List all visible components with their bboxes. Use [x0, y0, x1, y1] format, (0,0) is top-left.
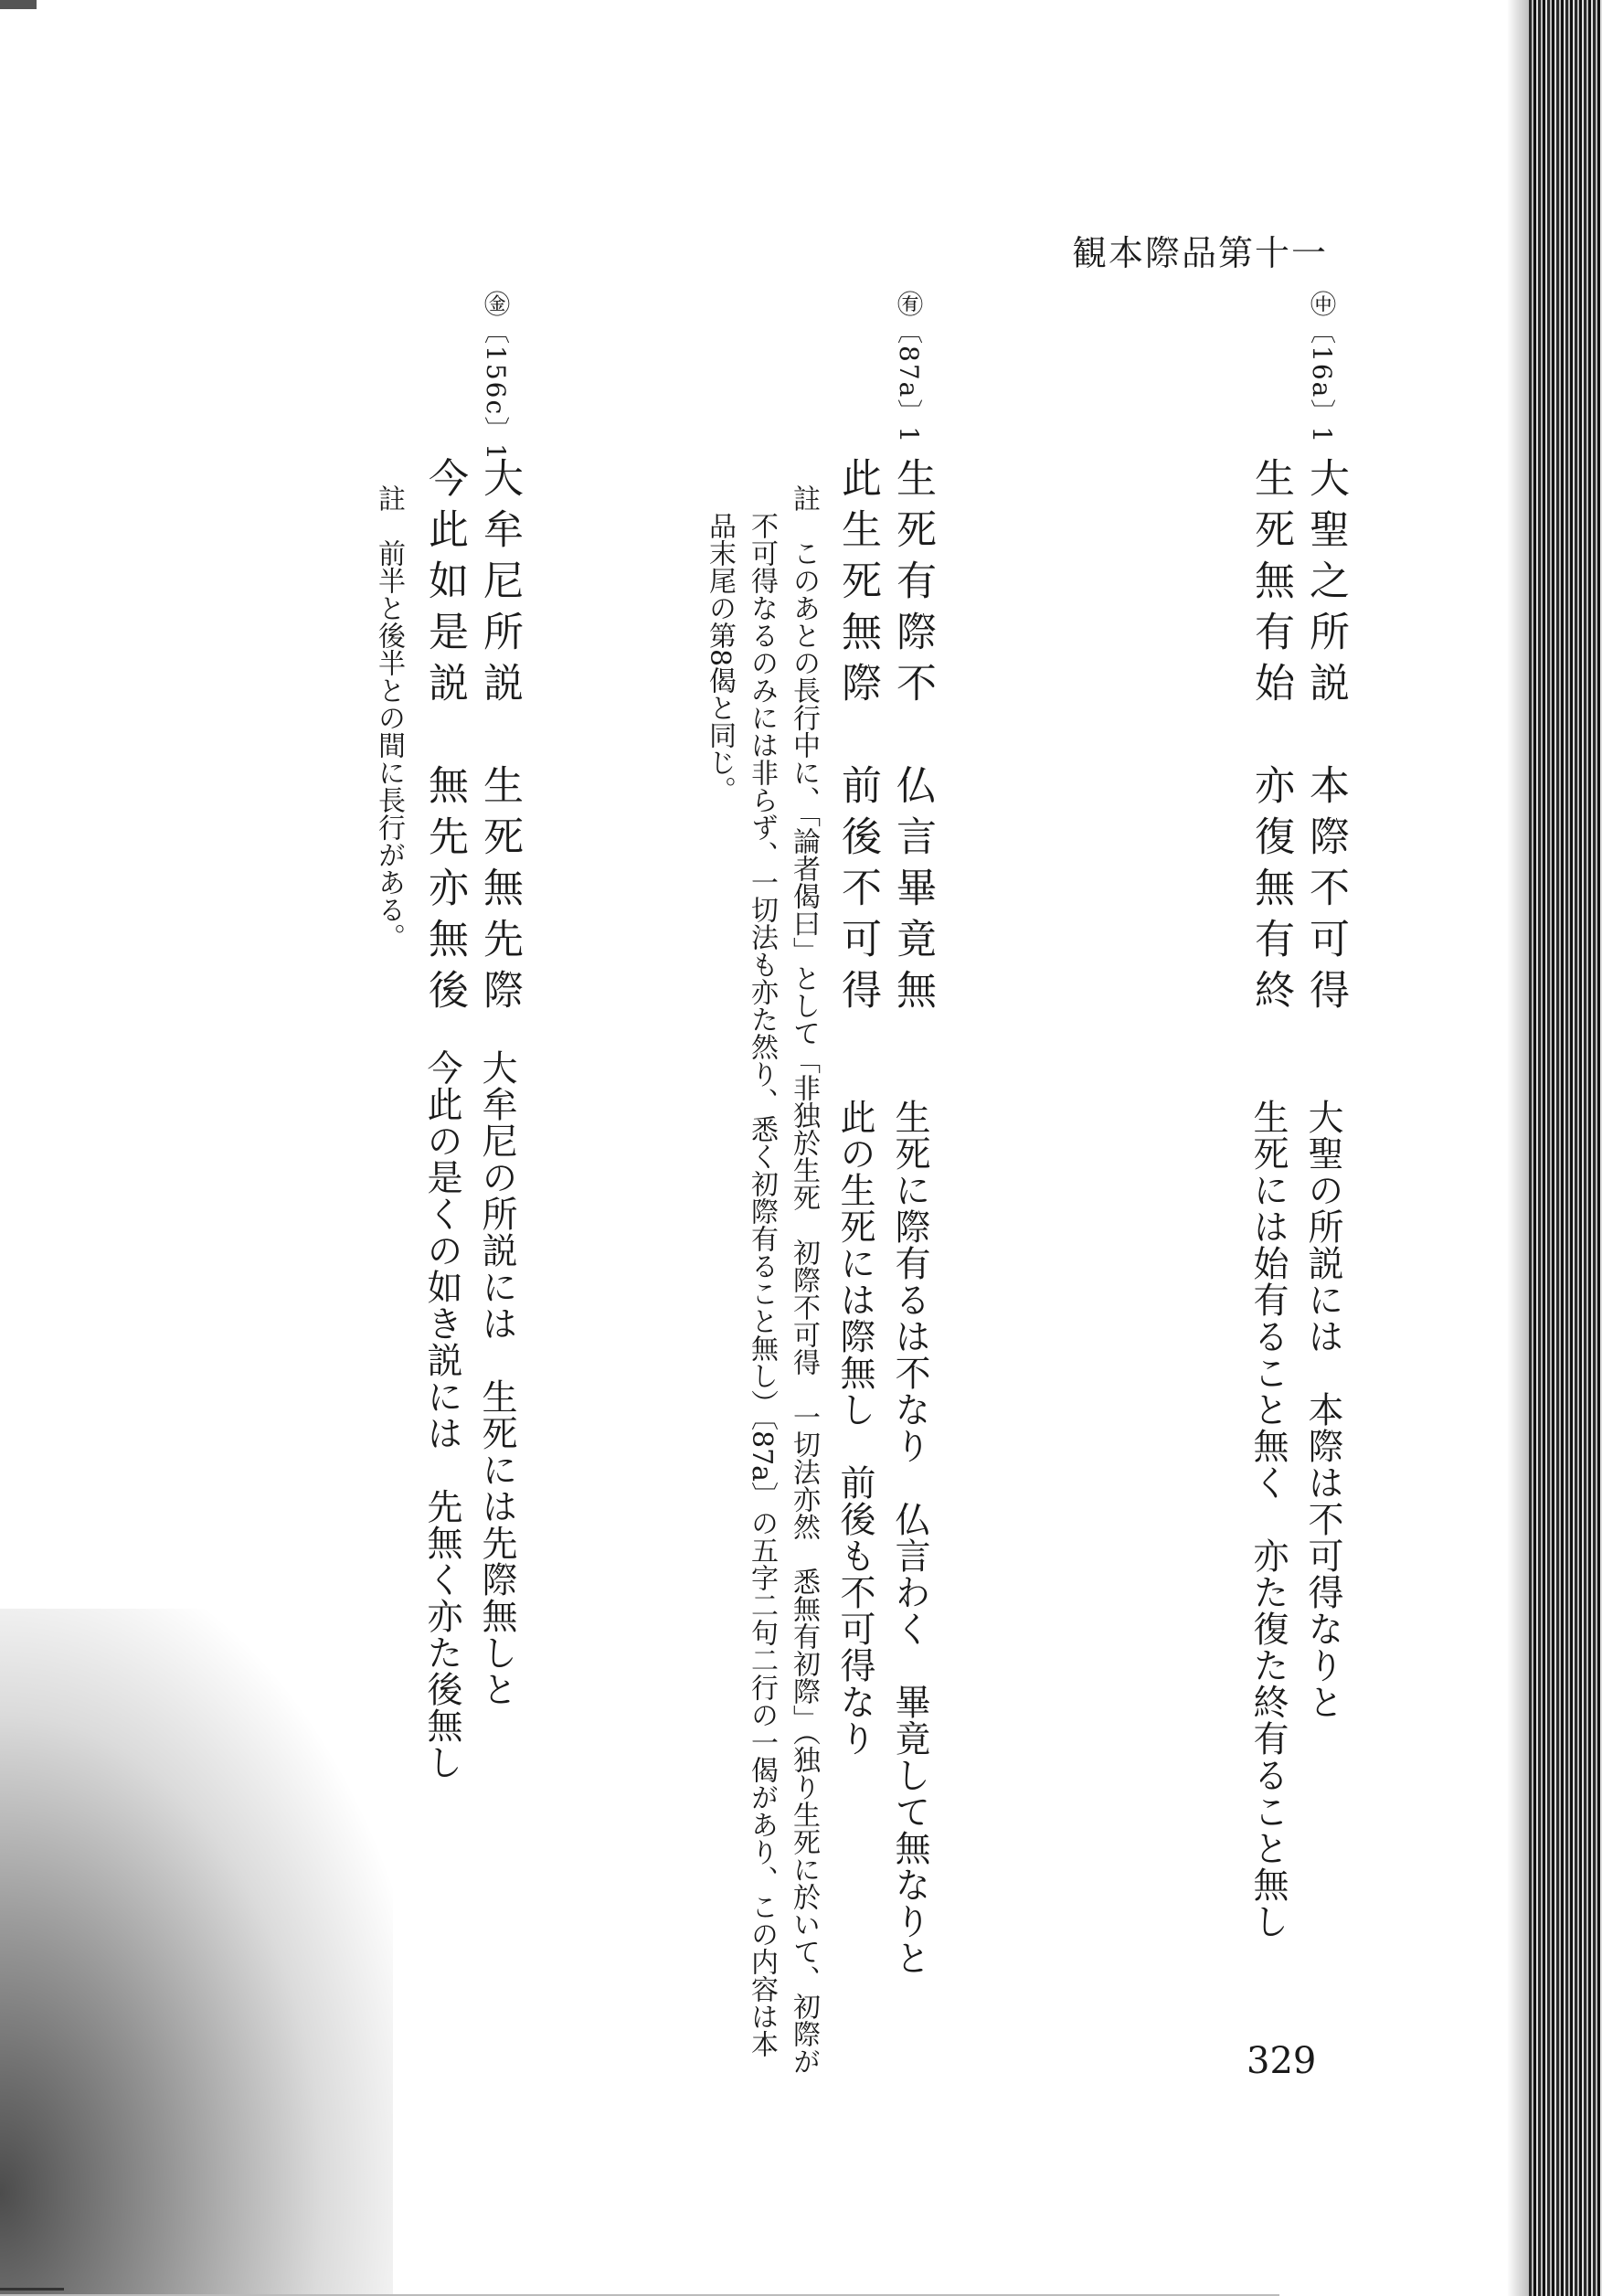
reading-line: 此の生死には際無し 前後も不可得なり	[834, 1099, 875, 1757]
verse-line: 大聖之所説 本際不可得	[1302, 457, 1349, 1020]
book-spine	[1529, 0, 1602, 2296]
scan-edge-mark	[0, 2288, 64, 2291]
verse-line: 大牟尼所説 生死無先際	[476, 457, 523, 1020]
footnote-line: 註 このあとの長行中に、「論者偈曰」として「非独於生死 初際不可得 一切法亦然 悉無有初際」（独り生死に於いて、初際が	[788, 484, 820, 2075]
reading-line: 生死には始有ること無く 亦た復た終有ること無し	[1247, 1099, 1289, 1940]
verse-marker: ㊥〔16a〕1	[1307, 291, 1337, 445]
scan-edge-mark	[0, 0, 37, 9]
reading-line: 今此の是くの如き説には 先無く亦た後無し	[421, 1049, 462, 1780]
book-spine-shadow	[1507, 0, 1529, 2296]
page-number: 329	[1247, 2040, 1317, 2082]
verse-line: 生死有際不 仏言畢竟無	[889, 457, 936, 1020]
footnote-line: 註 前半と後半との間に長行がある。	[373, 484, 405, 951]
reading-line: 大聖の所説には 本際は不可得なりと	[1302, 1099, 1343, 1720]
footnote-line: 品末尾の第8偈と同じ。	[704, 512, 736, 804]
verse-line: 生死無有始 亦復無有終	[1247, 457, 1294, 1020]
footnote-line: 不可得なるのみには非らず、一切法も亦た然り、悉く初際有ること無し）〔87a〕の五字二句二行の一偈があり、この内容は本	[746, 512, 778, 2058]
verse-line: 今此如是説 無先亦無後	[421, 457, 468, 1020]
scan-shadow	[0, 1609, 393, 2296]
reading-line: 生死に際有るは不なり 仏言わく 畢竟して無なりと	[889, 1099, 930, 1976]
verse-marker: ㊎〔156c〕1	[481, 291, 511, 462]
running-head: 観本際品第十一	[1071, 233, 1328, 273]
verse-line: 此生死無際 前後不可得	[834, 457, 881, 1020]
reading-line: 大牟尼の所説には 生死には先際無しと	[476, 1049, 517, 1707]
verse-marker: ㊒〔87a〕1	[894, 291, 924, 445]
